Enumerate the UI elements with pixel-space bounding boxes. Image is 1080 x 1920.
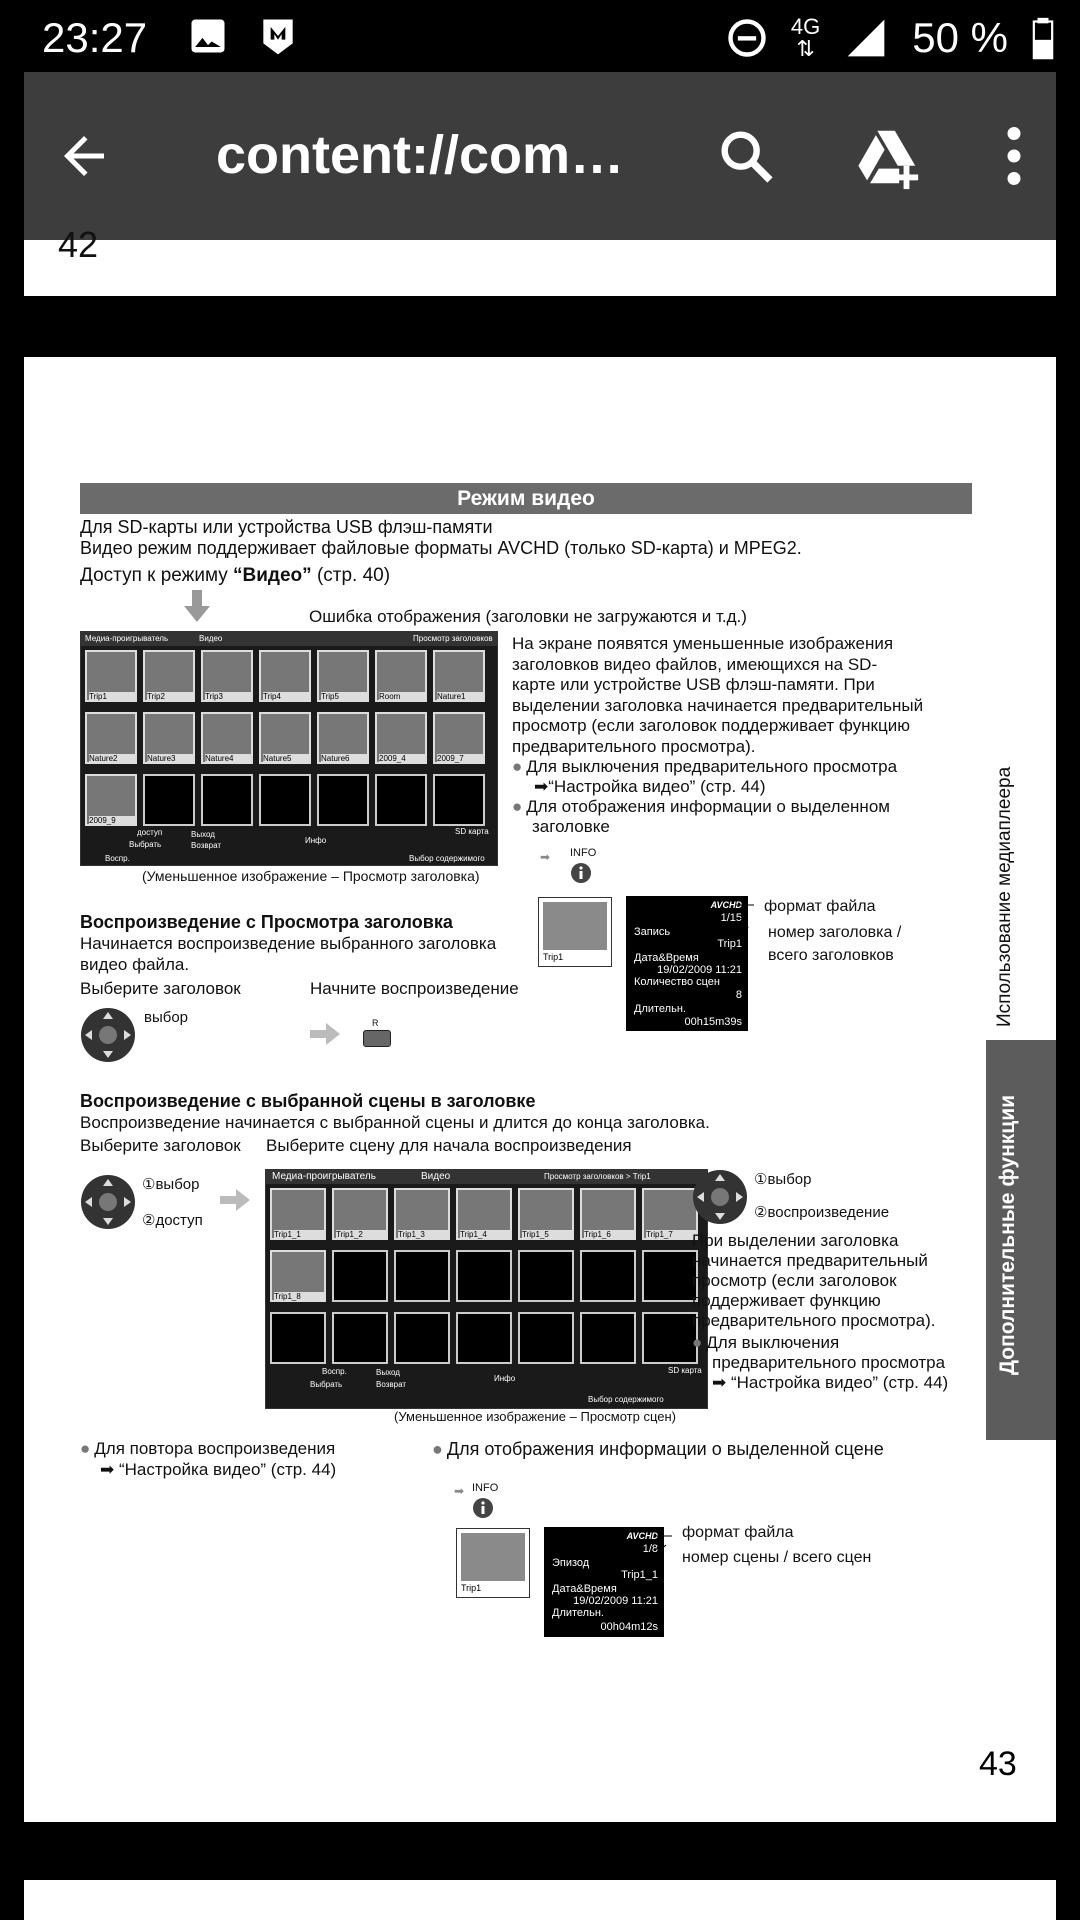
shot2-thumb — [270, 1188, 326, 1240]
battery-icon — [1030, 16, 1056, 60]
shot1-return: Возврат — [191, 841, 221, 850]
shot1-bar-right: Просмотр заголовков — [413, 634, 493, 643]
shot2-play: Воспр. — [322, 1367, 347, 1376]
shot1-thumb-label: Trip2 — [147, 692, 195, 701]
shot2-thumb — [518, 1188, 574, 1240]
shot1-thumb — [259, 712, 311, 764]
ann-format-1: формат файла — [764, 898, 876, 915]
shield-notification-icon — [256, 14, 300, 58]
bullet-preview-off-2c: ➡ “Настройка видео” (стр. 44) — [712, 1373, 949, 1392]
shot1-thumb-label: 2009_4 — [379, 754, 427, 763]
bullet-preview-off-ref: ➡“Настройка видео” (стр. 44) — [534, 777, 766, 796]
shot1-thumb-label: Nature1 — [437, 692, 485, 701]
ann-title-count-1: номер заголовка / — [768, 924, 902, 941]
shot2-thumb-label: Trip1_2 — [336, 1230, 388, 1239]
shot1-thumb-label: Nature4 — [205, 754, 253, 763]
back-arrow-icon[interactable] — [54, 126, 114, 186]
shot2-thumb-label: Trip1_6 — [584, 1230, 636, 1239]
shot1-exit: Выход — [191, 830, 215, 839]
shot1-thumb — [259, 650, 311, 702]
shot2-bar-left: Медиа-проигрыватель — [272, 1171, 376, 1182]
shot2-exit: Выход — [376, 1368, 400, 1377]
shot1-play: Воспр. — [105, 854, 130, 863]
shot1-thumb — [375, 774, 427, 826]
dpad-icon — [80, 1007, 136, 1063]
shot1-bar-left: Медиа-проигрыватель — [85, 634, 169, 643]
info1-thumb: Trip1 — [538, 897, 612, 967]
signal-icon — [842, 16, 890, 60]
shot1-thumb — [85, 650, 137, 702]
step1-select: ①выбор — [142, 1176, 200, 1193]
shot1-thumb — [375, 650, 427, 702]
shot1-access: доступ — [137, 828, 163, 837]
shot2-select: Выбрать — [310, 1380, 343, 1389]
info-icon-2 — [472, 1497, 494, 1519]
intro-line-2: Видео режим поддерживает файловые форматы AVCHD (только SD-карта) и MPEG2. — [80, 538, 802, 558]
shot1-select: Выбрать — [129, 840, 162, 849]
shot1-thumb — [317, 774, 369, 826]
shot1-thumb — [433, 712, 485, 764]
app-title: content://com… — [216, 125, 625, 185]
arrow-icon-2: ➡ — [454, 1484, 465, 1498]
shot1-sd: SD карта — [455, 827, 489, 836]
shot2-thumb — [332, 1188, 388, 1240]
shot2-thumb-label: Trip1_8 — [274, 1292, 326, 1301]
shot1-thumb — [259, 774, 311, 826]
bullet-info-2: заголовке — [532, 817, 610, 836]
add-to-drive-icon[interactable] — [854, 122, 924, 192]
info1-panel: AVCHD 1/15 Запись Trip1 Дата&Время 19/02/2009 11:21 Количество сцен 8 Длительн. 00h15m39s — [626, 896, 748, 1031]
section3-select: Выберите заголовок — [80, 1136, 241, 1155]
shot1-thumb — [143, 774, 195, 826]
ann-scene-count: номер сцены / всего сцен — [682, 1549, 872, 1566]
do-not-disturb-icon — [725, 16, 769, 60]
section2-play: Начните воспроизведение — [310, 979, 519, 998]
image-notification-icon — [186, 14, 230, 58]
shot2-thumb — [270, 1312, 326, 1364]
shot2-thumb — [456, 1312, 512, 1364]
section3-title: Воспроизведение с выбранной сцены в заголовке — [80, 1091, 536, 1111]
shot2-thumb — [518, 1312, 574, 1364]
info2-panel: AVCHD 1/8 Эпизод Trip1_1 Дата&Время 19/02/2009 11:21 Длительн. 00h04m12s — [544, 1527, 664, 1637]
section3-line1: Воспроизведение начинается с выбранной сцены и длится до конца заголовка. — [80, 1113, 710, 1132]
shot2-return: Возврат — [376, 1380, 406, 1389]
bullet-repeat: ● Для повтора воспроизведения — [80, 1439, 335, 1459]
shot1-thumb — [143, 712, 195, 764]
shot1-thumb — [375, 712, 427, 764]
shot1-thumb — [317, 650, 369, 702]
down-arrow-icon — [184, 590, 210, 622]
shot1-thumb — [433, 774, 485, 826]
shot1-thumb — [317, 712, 369, 764]
right-arrow-icon-2 — [220, 1189, 250, 1211]
ann-title-count-2: всего заголовков — [768, 947, 894, 964]
shot1-thumb-label: Trip3 — [205, 692, 253, 701]
shot2-thumb-label: Trip1_4 — [460, 1230, 512, 1239]
red-button-icon — [363, 1030, 391, 1047]
battery-percent: 50 % — [912, 14, 1008, 61]
previous-page — [24, 240, 1056, 296]
shot2-thumb — [580, 1312, 636, 1364]
ann-format-2: формат файла — [682, 1524, 794, 1541]
section3-scene: Выберите сцену для начала воспроизведения — [266, 1136, 632, 1155]
shot1-thumb — [201, 650, 253, 702]
shot1-bar-mid: Видео — [199, 634, 223, 643]
shot2-sd: SD карта — [668, 1366, 702, 1375]
shot2-thumb — [332, 1312, 388, 1364]
shot1-thumb-label: Trip5 — [321, 692, 369, 701]
page-number: 43 — [979, 1745, 1017, 1783]
section2-title: Воспроизведение с Просмотра заголовка — [80, 912, 453, 932]
shot1-thumb-label: Nature2 — [89, 754, 137, 763]
shot1-thumb — [143, 650, 195, 702]
info-label-2: INFO — [472, 1482, 499, 1494]
shot2-thumb — [394, 1312, 450, 1364]
document-page[interactable] — [24, 357, 1056, 1822]
bullet-info: ● Для отображения информации о выделенном — [512, 797, 890, 817]
shot2-thumb-label: Trip1_5 — [522, 1230, 574, 1239]
dpad-icon-2 — [80, 1174, 136, 1230]
more-options-icon[interactable] — [1004, 126, 1024, 186]
info-icon — [570, 862, 592, 884]
side-tab-extra-functions: Дополнительные функции — [996, 1094, 1019, 1375]
shot1-content: Выбор содержимого — [409, 854, 485, 863]
shot1-thumb-label: Nature6 — [321, 754, 369, 763]
status-bar — [0, 0, 1080, 72]
shot1-thumb-label: Trip1 — [89, 692, 137, 701]
shot1-thumb — [201, 774, 253, 826]
shot2-bar-right: Просмотр заголовков > Trip1 — [544, 1172, 651, 1181]
scene-view-screenshot — [265, 1169, 708, 1409]
search-icon[interactable] — [714, 124, 778, 188]
title-view-screenshot — [80, 631, 498, 866]
shot2-thumb-label: Trip1_1 — [274, 1230, 326, 1239]
next-page — [24, 1880, 1056, 1920]
right-arrow-icon — [310, 1023, 340, 1045]
clock: 23:27 — [42, 14, 148, 61]
caption-2: (Уменьшенное изображение – Просмотр сцен) — [394, 1409, 676, 1424]
shot1-thumb-label: 2009_9 — [89, 816, 137, 825]
shot1-info: Инфо — [305, 836, 327, 845]
shot1-thumb-label: Nature5 — [263, 754, 311, 763]
intro-line-1: Для SD-карты или устройства USB флэш-памяти — [80, 517, 493, 537]
side-tab-media-player: Использование медиаплеера — [994, 766, 1015, 1027]
shot2-thumb — [642, 1312, 698, 1364]
section2-line1: Начинается воспроизведение выбранного заголовка — [80, 934, 497, 953]
bullet-preview-off-2b: предварительного просмотра — [712, 1353, 946, 1372]
shot1-thumb-label: Room — [379, 692, 427, 701]
dpad-select-label: выбор — [144, 1009, 189, 1026]
bullet-repeat-ref: ➡ “Настройка видео” (стр. 44) — [100, 1460, 337, 1479]
shot1-thumb — [85, 774, 137, 826]
dpad-icon-3 — [692, 1169, 748, 1225]
caption-1: (Уменьшенное изображение – Просмотр заголовка) — [142, 868, 480, 884]
shot2-thumb — [642, 1188, 698, 1240]
shot2-thumb — [456, 1188, 512, 1240]
shot1-thumb-label: Trip4 — [263, 692, 311, 701]
shot1-thumb-label: Nature3 — [147, 754, 195, 763]
shot2-bar-mid: Видео — [421, 1171, 451, 1182]
shot2-thumb — [456, 1250, 512, 1302]
network-type: 4G ⇅ — [790, 14, 821, 61]
bullet-preview-off: ● Для выключения предварительного просмотра — [512, 757, 897, 777]
error-note: Ошибка отображения (заголовки не загружаются и т.д.) — [309, 607, 747, 626]
section2-line2: видео файла. — [80, 955, 190, 974]
shot2-thumb — [580, 1188, 636, 1240]
bullet-preview-off-2: ● Для выключения — [692, 1333, 839, 1353]
step1-select-2: ①выбор — [754, 1171, 812, 1188]
section-header: Режим видео — [80, 483, 972, 514]
info-label: INFO — [570, 847, 597, 859]
shot1-thumb-label: 2009_7 — [437, 754, 485, 763]
shot1-thumb — [201, 712, 253, 764]
shot1-thumb — [85, 712, 137, 764]
bullet-scene-info: ● Для отображения информации о выделенной сцене — [432, 1439, 884, 1460]
step2-play: ②воспроизведение — [754, 1204, 890, 1221]
app-bar — [24, 72, 1056, 240]
shot2-thumb — [270, 1250, 326, 1302]
shot2-info: Инфо — [494, 1374, 516, 1383]
r-label: R — [372, 1018, 379, 1028]
access-line: Доступ к режиму “Видео” (стр. 40) — [80, 565, 391, 586]
shot2-thumb — [518, 1250, 574, 1302]
info2-thumb: Trip1 — [456, 1528, 530, 1598]
shot2-content: Выбор содержимого — [588, 1395, 664, 1404]
shot2-thumb-label: Trip1_3 — [398, 1230, 450, 1239]
shot2-thumb — [332, 1250, 388, 1302]
shot2-thumb-label: Trip1_7 — [646, 1230, 698, 1239]
shot2-thumb — [642, 1250, 698, 1302]
arrow-icon: ➡ — [540, 850, 551, 864]
shot2-thumb — [580, 1250, 636, 1302]
section2-select: Выберите заголовок — [80, 979, 241, 998]
description-1: На экране появятся уменьшенные изображения заголовков видео файлов, имеющихся на SD- карте или устройстве USB флэш-памяти. При выделении заголовка начинается предварительный просмотр (если заголовок поддерживает функцию предварительного просмотра). — [512, 634, 924, 756]
description-2: При выделении заголовка начинается предварительный просмотр (если заголовок поддерживает функцию предварительного просмотра). — [692, 1231, 936, 1330]
shot1-thumb — [433, 650, 485, 702]
shot2-thumb — [394, 1250, 450, 1302]
step2-access: ②доступ — [142, 1212, 203, 1229]
previous-page-number: 42 — [58, 224, 99, 265]
shot2-thumb — [394, 1188, 450, 1240]
